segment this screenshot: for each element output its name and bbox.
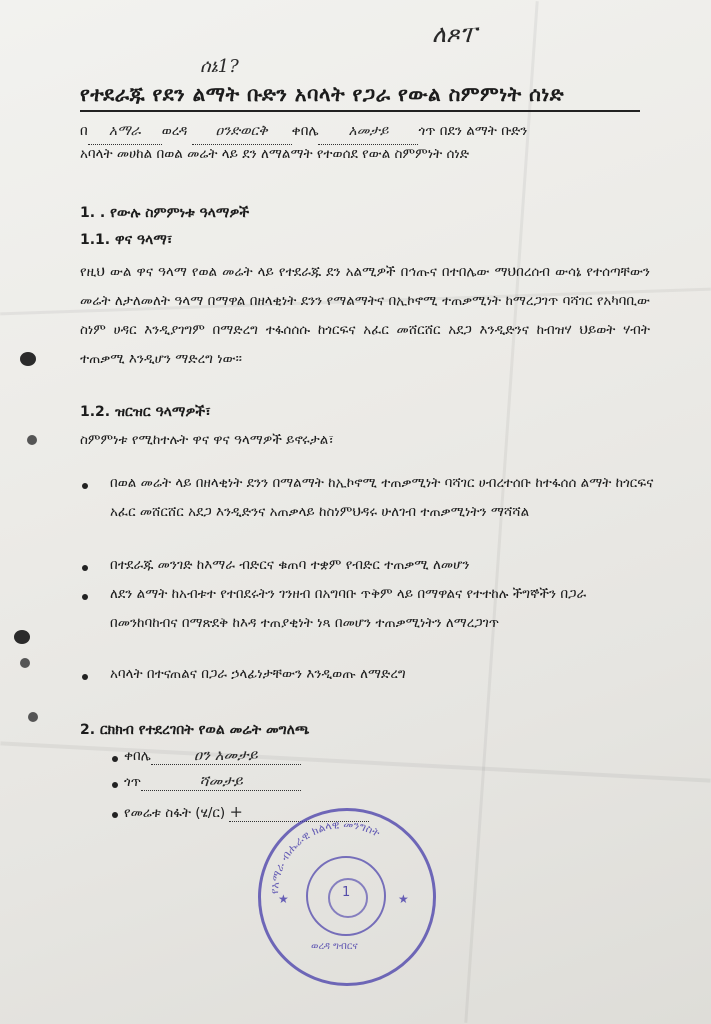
stamp-outer-text: የአማራ ብሔራዊ ክልላዊ መንግስት (267, 817, 383, 895)
area-field-value: + (229, 802, 243, 821)
bullet-dot (112, 756, 118, 762)
punch-hole (28, 712, 38, 722)
punch-hole (20, 352, 36, 366)
bullet-dot (82, 565, 88, 571)
bullet-dot (82, 674, 88, 680)
bullet-item: ለደን ልማት ከአብቱተ የተበደሩትን ገንዘብ በአግባቡ ጥቅም ላይ በማዋልና የተተከሉ ችግኞችን በጋራ በመንከባከብና በማጽደቅ ከእዳ ተጠያቂነት ነጻ በመሆን ተጠቃሚነትን ለማረጋገጥ (110, 586, 587, 631)
punch-hole (14, 630, 30, 644)
intro-prefix: በ (80, 123, 88, 139)
title-underline (80, 110, 640, 112)
official-stamp (258, 808, 436, 986)
kebele-field-line (151, 746, 301, 765)
section2-item-kebele (124, 746, 301, 765)
intro-line1-rest: ጎጥ በደን ልማት ቡድን (418, 123, 528, 139)
bullet-dot (82, 483, 88, 489)
punch-hole (27, 435, 37, 445)
intro-line-1 (80, 118, 527, 145)
kebele-fill-field (318, 118, 418, 145)
area-field-label: የመሬቱ ስፋት (ሄ/ር) (124, 805, 226, 821)
got-field-value: ሻመታይ (199, 772, 243, 790)
stamp-inner-text: ወረዳ ግብርና (311, 941, 358, 952)
got-field-label: ጎጥ (124, 774, 142, 790)
kebele-label: ቀበሌ (291, 123, 319, 139)
intro-line-2: አባላት መሀከል በወል መሬት ላይ ደን ለማልማት የተወሰደ የውል ስምምነት ሰነድ (80, 146, 470, 162)
bullet-item: በወል መሬት ላይ በዘላቂነት ደንን በማልማት ከኢኮኖሚ ተጠቃሚነት ባሻገር ሀብረተሰቡ ከተፋሰሰ ልማት ከጎርፍና አፈር መሸርሸር አደጋ እንዲድንና አጠቃላይ ከስነምህዳሩ ሁለገብ ተጠቃሚነትን ማሻሻል (110, 475, 654, 520)
bullet-item: አባላት በተናጠልና በጋራ ኃላፊነታቸውን እንዲወጡ ለማድረግ (110, 666, 406, 682)
bullet-dot (82, 594, 88, 600)
star-icon: ★ (398, 892, 409, 906)
woreda-fill-field (192, 118, 292, 145)
bullet-dot (112, 812, 118, 818)
paper-crease (0, 741, 710, 782)
region-fill-field (88, 118, 162, 145)
title-handwritten-annotation: ሰኔ1? (200, 56, 239, 77)
section1-1-text: የዚህ ውል ዋና ዓላማ የወል መሬት ላይ የተደራጁ ደን አልሚዎች በኅጡና በተበሌው ማህበረሰብ ውሳኔ የተሰጣቸውን መሬት ለታለመለት ዓላማ በማዋል በዘላቂነት ደንን የማልማትና በኢኮኖሚ ተጠቃሚነት ከማረጋገጥ ባሻገር የአካባቢው ስነም ሀዳር እንዲያገግም በማድረግ ተፋሰሰሱ ከጎርፍና አፈር መሸርሸር አደጋ እንዲድንና ከብዝሃ ህይወት ሃብት ተጠቃሚ እንዲሆን ማድረግ ነው፡፡ (80, 264, 650, 367)
section1-heading: 1. . የውሉ ስምምነቱ ዓላማዎች (80, 205, 250, 221)
bullet-item: በተደራጁ መንገድ ከእማራ ብድርና ቁጠባ ተቋም የብድር ተጠቃሚ ለመሆን (110, 557, 470, 573)
kebele-field-label: ቀበሌ (124, 748, 151, 764)
region-fill-value: አማራ (108, 123, 141, 139)
section2-item-got (124, 772, 301, 791)
section2-heading: 2. ርክክብ የተደረገበት የወል መሬት መግለጫ (80, 722, 310, 738)
corner-handwritten-note: ለጾፐ (432, 20, 477, 48)
woreda-fill-value: ዐንድወርቅ (215, 123, 268, 139)
bullet-dot (112, 782, 118, 788)
star-icon: ★ (278, 892, 289, 906)
punch-hole (20, 658, 30, 668)
document-title: የተደራጁ የደን ልማት ቡድን አባላት የጋራ የውል ስምምነት ሰነድ (80, 82, 565, 106)
stamp-inner-ring (306, 856, 386, 936)
section1-2-intro: ስምምነቱ የሚከተሉት ዋና ዋና ዓላማዎች ይኖሩታል፣ (80, 432, 334, 448)
woreda-label: ወረዳ (161, 123, 188, 139)
section1-1-heading: 1.1. ዋና ዓላማ፣ (80, 232, 173, 248)
kebele-field-value: ዐን አመታይ (194, 746, 258, 764)
got-field-line (141, 772, 301, 791)
section1-2-heading: 1.2. ዝርዝር ዓላማዎች፣ (80, 404, 211, 420)
kebele-fill-value: አመታይ (348, 123, 389, 139)
stamp-center-mark: 1 (342, 885, 351, 900)
